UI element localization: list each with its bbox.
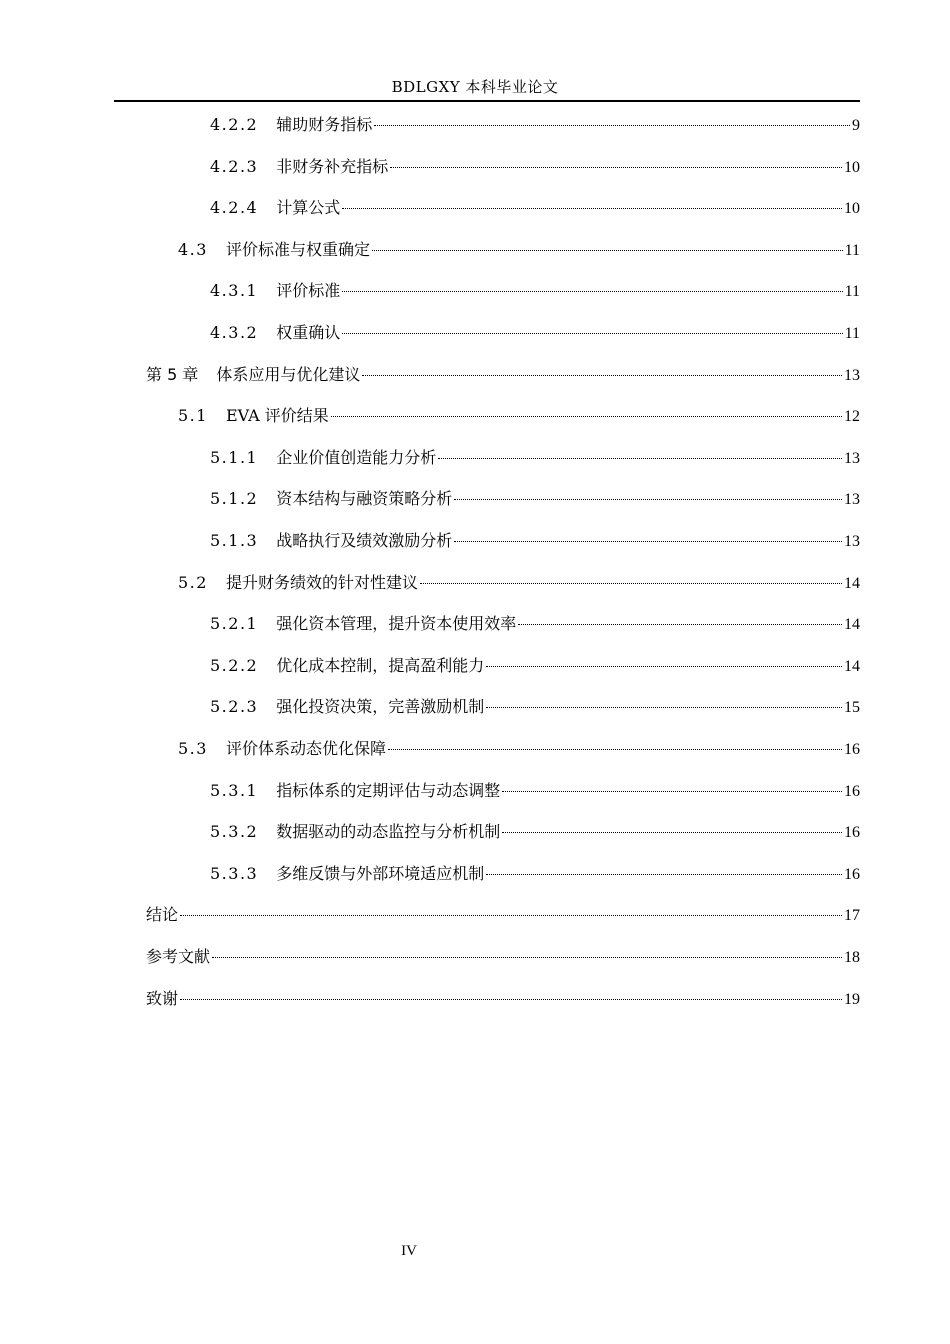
toc-leader-dots <box>486 707 842 708</box>
toc-entry-page: 14 <box>844 616 860 634</box>
toc-entry-title: 多维反馈与外部环境适应机制 <box>276 863 485 883</box>
toc-entry-title: 辅助财务指标 <box>276 115 373 134</box>
toc-entry-number: 4.2.4 <box>210 198 259 218</box>
toc-entry-title: 强化资本管理，提升资本使用效率 <box>276 614 517 634</box>
toc-entry-page: 11 <box>844 241 860 259</box>
toc-entry-number: 5.1.1 <box>210 447 259 467</box>
toc-entry-title: 评价标准与权重确定 <box>225 239 370 259</box>
toc-entry-number: 5.2.2 <box>210 655 259 675</box>
toc-leader-dots <box>180 999 842 1000</box>
toc-leader-dots <box>454 541 842 542</box>
toc-entry[interactable] <box>178 736 860 760</box>
toc-entry-page: 14 <box>844 657 860 675</box>
toc-leader-dots <box>438 458 842 459</box>
toc-entry-page: 11 <box>844 283 860 301</box>
toc-entry-title: 权重确认 <box>276 323 341 342</box>
toc-entry[interactable] <box>210 278 860 302</box>
toc-entry[interactable] <box>210 611 860 635</box>
toc-entry-page: 16 <box>844 865 860 883</box>
toc-entry[interactable] <box>210 819 860 843</box>
toc-entry-title: 资本结构与融资策略分析 <box>276 489 453 509</box>
toc-entry-page: 18 <box>844 949 860 966</box>
toc-entry-page: 9 <box>852 117 860 134</box>
toc-entry-number: 5.1 <box>178 406 208 426</box>
toc-entry-title: 非财务补充指标 <box>276 156 389 176</box>
toc-entry-page: 14 <box>844 574 860 592</box>
toc-entry-number: 4.3 <box>178 239 208 259</box>
toc-entry-number: 4.2.3 <box>210 156 259 176</box>
toc-entry-title: 评价体系动态优化保障 <box>225 739 386 758</box>
toc-entry-page: 16 <box>844 782 860 800</box>
toc-entry-title: 企业价值创造能力分析 <box>276 447 437 467</box>
running-header: BDLGXY 本科毕业论文 <box>391 78 559 96</box>
toc-entry-page: 16 <box>844 741 860 758</box>
toc-leader-dots <box>342 291 842 292</box>
toc-leader-dots <box>180 915 842 916</box>
toc-entry[interactable] <box>210 653 860 677</box>
toc-entry-title: 评价标准 <box>276 281 341 301</box>
toc-entry-number: 5.3.2 <box>210 822 259 842</box>
toc-entry-page: 10 <box>844 158 860 176</box>
toc-entry-title: 结论 <box>146 905 179 925</box>
toc-entry[interactable] <box>210 320 860 344</box>
toc-leader-dots <box>331 416 842 417</box>
toc-entry[interactable] <box>146 986 860 1010</box>
toc-entry-title: 战略执行及绩效激励分析 <box>276 531 453 550</box>
toc-entry-title: 优化成本控制，提高盈利能力 <box>276 655 485 675</box>
toc-entry-page: 16 <box>844 824 860 842</box>
toc-leader-dots <box>374 125 850 126</box>
toc-entry[interactable] <box>210 195 860 219</box>
toc-entry[interactable] <box>210 445 860 469</box>
toc-entry[interactable] <box>146 944 860 968</box>
toc-leader-dots <box>372 250 843 251</box>
toc-entry-number: 第 5 章 <box>146 364 199 384</box>
toc-entry-page: 13 <box>844 533 860 550</box>
toc-leader-dots <box>454 499 842 500</box>
toc-entry-number: 5.2.1 <box>210 614 259 634</box>
toc-entry-number: 5.3 <box>178 739 208 758</box>
toc-entry-page: 10 <box>844 200 860 218</box>
toc-leader-dots <box>362 375 842 376</box>
toc-leader-dots <box>486 666 842 667</box>
toc-entry-number: 5.2 <box>178 572 208 592</box>
toc-entry-number: 4.3.1 <box>210 281 259 301</box>
toc-entry-page: 19 <box>844 990 860 1008</box>
toc-entry-title: 指标体系的定期评估与动态调整 <box>276 780 501 800</box>
toc-entry-title: 参考文献 <box>146 947 211 966</box>
toc-entry[interactable] <box>146 362 860 386</box>
toc-entry-title: 数据驱动的动态监控与分析机制 <box>276 822 501 842</box>
toc-entry-title: 提升财务绩效的针对性建议 <box>225 572 418 592</box>
toc-entry-number: 4.2.2 <box>210 115 259 134</box>
toc-leader-dots <box>390 167 842 168</box>
toc-entry-number: 5.1.2 <box>210 489 259 509</box>
toc-entry[interactable] <box>210 778 860 802</box>
toc-entry[interactable] <box>178 570 860 594</box>
toc-entry-number: 4.3.2 <box>210 323 259 342</box>
toc-entry-number: 5.3.3 <box>210 863 259 883</box>
toc-entry[interactable] <box>210 154 860 178</box>
toc-entry-title: 体系应用与优化建议 <box>216 364 361 384</box>
toc-leader-dots <box>502 791 842 792</box>
toc-entry-title: 致谢 <box>146 988 179 1008</box>
toc-entry-title: 计算公式 <box>276 198 341 218</box>
toc-entry[interactable] <box>210 486 860 510</box>
toc-entry[interactable] <box>210 694 860 718</box>
toc-entry-title: 强化投资决策，完善激励机制 <box>276 697 485 717</box>
toc-leader-dots <box>420 583 842 584</box>
toc-leader-dots <box>212 957 842 958</box>
toc-leader-dots <box>486 874 842 875</box>
toc-entry[interactable] <box>210 528 860 552</box>
toc-entry-page: 11 <box>844 325 860 342</box>
toc-entry-page: 13 <box>844 449 860 467</box>
toc-leader-dots <box>518 624 842 625</box>
toc-entry-page: 12 <box>844 408 860 426</box>
toc-entry-number: 5.2.3 <box>210 697 259 717</box>
toc-entry-page: 13 <box>844 366 860 384</box>
toc-entry-number: 5.1.3 <box>210 531 259 550</box>
toc-leader-dots <box>502 832 842 833</box>
toc-leader-dots <box>388 749 842 750</box>
toc-entry-page: 17 <box>844 907 860 925</box>
toc-leader-dots <box>342 333 842 334</box>
toc-leader-dots <box>342 208 842 209</box>
toc-entry[interactable] <box>178 403 860 427</box>
page-number: IV <box>401 1243 417 1259</box>
toc-entry[interactable] <box>146 902 860 926</box>
toc-entry-title: EVA 评价结果 <box>225 406 329 426</box>
toc-entry-page: 15 <box>844 699 860 717</box>
toc-entry-number: 5.3.1 <box>210 780 259 800</box>
toc-entry[interactable] <box>210 112 860 136</box>
toc-entry[interactable] <box>178 237 860 261</box>
toc-entry[interactable] <box>210 861 860 885</box>
toc-entry-page: 13 <box>844 491 860 509</box>
header-rule <box>114 100 860 102</box>
